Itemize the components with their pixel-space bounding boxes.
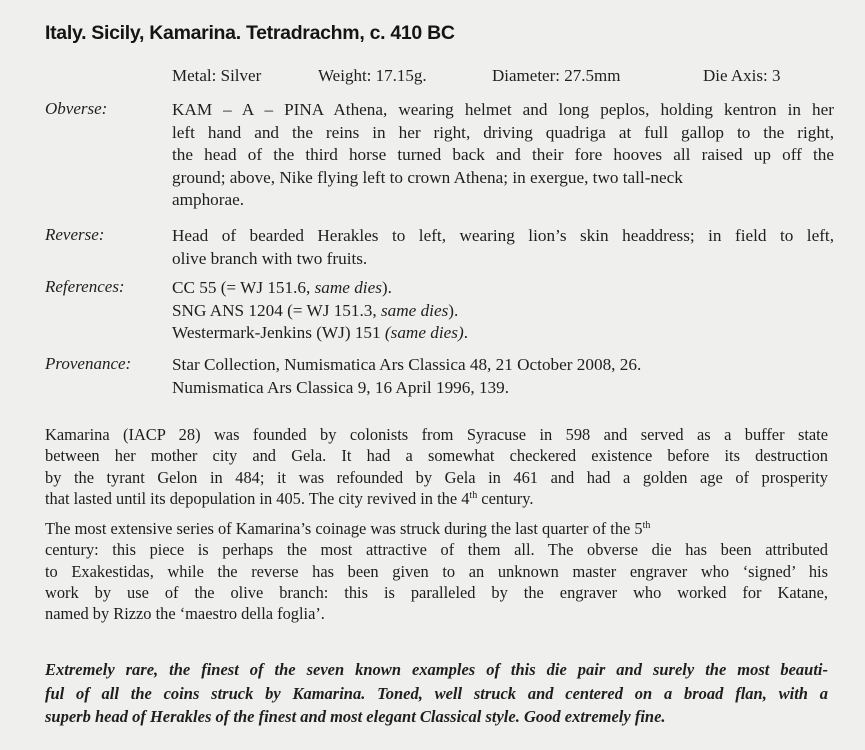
provenance-line: Numismatica Ars Classica 9, 16 April 1996, 139.	[172, 377, 510, 397]
reference-item: Westermark-Jenkins (WJ) 151 (same dies).	[172, 323, 468, 342]
obverse-line: amphorae.	[172, 190, 245, 209]
weight-spec: Weight: 17.15g.	[318, 66, 427, 85]
paragraph-line: to Exakestidas, while the reverse has been given to an unknown master engraver who ‘signed’ his	[45, 561, 828, 581]
grading-statement	[45, 658, 828, 729]
reverse-description	[172, 225, 834, 270]
grading-line: superb head of Herakles of the finest and most elegant Classical style. Good extremely fine.	[45, 707, 666, 726]
provenance-list	[172, 354, 834, 399]
history-paragraph	[45, 424, 828, 509]
reverse-line: Head of bearded Herakles to left, wearing lion’s skin headdress; in field to left,	[172, 226, 834, 245]
metal-spec: Metal: Silver	[172, 66, 262, 85]
grading-line: ful of all the coins struck by Kamarina. Toned, well struck and centered on a broad flan, with a	[45, 683, 828, 703]
obverse-line: KAM – A – PINA Athena, wearing helmet and long peplos, holding kentron in her	[172, 100, 834, 119]
obverse-description	[172, 99, 834, 212]
reference-item: SNG ANS 1204 (= WJ 151.3, same dies).	[172, 300, 459, 320]
coinage-paragraph	[45, 518, 828, 624]
grading-line: Extremely rare, the finest of the seven known examples of this die pair and surely the most beauti-	[45, 660, 828, 679]
paragraph-line: that lasted until its depopulation in 405. The city revived in the 4th century.	[45, 488, 534, 508]
obverse-line: ground; above, Nike flying left to crown Athena; in exergue, two tall-neck	[172, 167, 683, 187]
diameter-spec: Diameter: 27.5mm	[492, 66, 621, 85]
paragraph-line: work by use of the olive branch: this is paralleled by the engraver who worked for Katane,	[45, 582, 828, 602]
die-axis-spec: Die Axis: 3	[703, 66, 781, 85]
provenance-label: Provenance:	[45, 354, 132, 373]
references-list	[172, 277, 834, 345]
provenance-line: Star Collection, Numismatica Ars Classica 48, 21 October 2008, 26.	[172, 355, 642, 374]
obverse-line: the head of the third horse turned back and their fore hooves all raised up off the	[172, 145, 834, 164]
paragraph-line: by the tyrant Gelon in 484; it was refounded by Gela in 461 and had a golden age of prosperity	[45, 467, 828, 487]
obverse-label: Obverse:	[45, 99, 108, 118]
lot-title: Italy. Sicily, Kamarina. Tetradrachm, c. 410 BC	[45, 22, 455, 44]
obverse-line: left hand and the reins in her right, driving quadriga at full gallop to the right,	[172, 122, 834, 142]
reverse-label: Reverse:	[45, 225, 105, 244]
paragraph-line: between her mother city and Gela. It had a somewhat checkered existence before its destruction	[45, 446, 828, 466]
reverse-line: olive branch with two fruits.	[172, 248, 368, 268]
paragraph-line: Kamarina (IACP 28) was founded by colonists from Syracuse in 598 and served as a buffer state	[45, 425, 828, 444]
reference-item: CC 55 (= WJ 151.6, same dies).	[172, 278, 392, 297]
references-label: References:	[45, 277, 125, 296]
paragraph-line: named by Rizzo the ‘maestro della foglia’.	[45, 604, 325, 624]
paragraph-line: century: this piece is perhaps the most attractive of them all. The obverse die has been attributed	[45, 540, 828, 560]
paragraph-line: The most extensive series of Kamarina’s coinage was struck during the last quarter of the 5th	[45, 519, 651, 538]
